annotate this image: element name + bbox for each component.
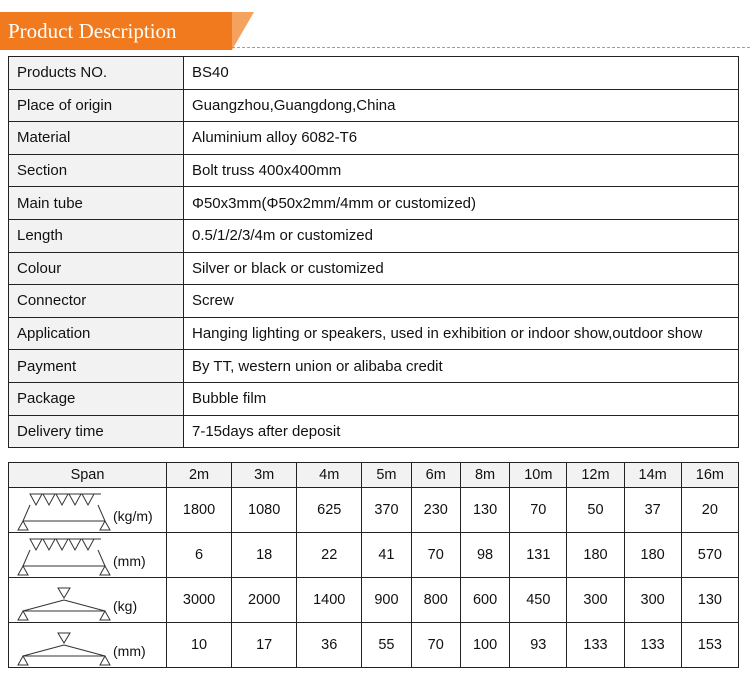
spec-label: Colour (9, 252, 184, 285)
load-row (9, 488, 739, 533)
spec-label: Length (9, 219, 184, 252)
load-value: 131 (510, 533, 567, 578)
spec-row (9, 154, 739, 187)
load-value: 70 (510, 488, 567, 533)
load-diagram-cell (9, 623, 167, 668)
spec-label: Package (9, 382, 184, 415)
spec-value: Φ50x3mm(Φ50x2mm/4mm or customized) (184, 187, 739, 220)
load-value: 570 (681, 533, 738, 578)
spec-row (9, 122, 739, 155)
spec-label: Products NO. (9, 57, 184, 90)
spec-value: Silver or black or customized (184, 252, 739, 285)
load-diagram-cell (9, 578, 167, 623)
spec-value: Guangzhou,Guangdong,China (184, 89, 739, 122)
load-value: 1080 (232, 488, 297, 533)
load-value: 133 (624, 623, 681, 668)
load-value: 50 (567, 488, 624, 533)
spec-label: Delivery time (9, 415, 184, 448)
spec-value: BS40 (184, 57, 739, 90)
span-column-header: 12m (567, 463, 624, 488)
span-column-header: 6m (411, 463, 460, 488)
span-column-header: 14m (624, 463, 681, 488)
load-value: 41 (362, 533, 411, 578)
load-unit: (kg/m) (113, 508, 153, 524)
spec-label: Connector (9, 285, 184, 318)
load-value: 800 (411, 578, 460, 623)
dashed-divider (232, 47, 750, 48)
spec-label: Material (9, 122, 184, 155)
section-header (0, 0, 750, 56)
load-value: 1400 (297, 578, 362, 623)
load-unit: (mm) (113, 553, 146, 569)
load-unit: (kg) (113, 598, 138, 614)
spec-label: Application (9, 317, 184, 350)
spec-table (8, 56, 739, 448)
load-row (9, 533, 739, 578)
span-column-header: 3m (232, 463, 297, 488)
load-value: 153 (681, 623, 738, 668)
spec-row (9, 382, 739, 415)
spec-row (9, 350, 739, 383)
load-row (9, 623, 739, 668)
span-column-header: 2m (167, 463, 232, 488)
span-header: Span (9, 463, 167, 488)
load-value: 130 (460, 488, 509, 533)
spec-value: Aluminium alloy 6082-T6 (184, 122, 739, 155)
load-value: 3000 (167, 578, 232, 623)
load-value: 130 (681, 578, 738, 623)
load-value: 180 (624, 533, 681, 578)
spec-value: Bolt truss 400x400mm (184, 154, 739, 187)
load-value: 370 (362, 488, 411, 533)
spec-value: 7-15days after deposit (184, 415, 739, 448)
spec-row (9, 57, 739, 90)
load-unit: (mm) (113, 643, 146, 659)
spec-value: 0.5/1/2/3/4m or customized (184, 219, 739, 252)
load-value: 230 (411, 488, 460, 533)
load-value: 600 (460, 578, 509, 623)
spec-row (9, 187, 739, 220)
spec-row (9, 317, 739, 350)
spec-value: Screw (184, 285, 739, 318)
load-value: 93 (510, 623, 567, 668)
span-column-header: 8m (460, 463, 509, 488)
spec-row (9, 219, 739, 252)
load-value: 70 (411, 533, 460, 578)
load-row (9, 578, 739, 623)
load-diagram-cell (9, 488, 167, 533)
span-column-header: 4m (297, 463, 362, 488)
spec-row (9, 252, 739, 285)
load-value: 900 (362, 578, 411, 623)
load-value: 180 (567, 533, 624, 578)
load-value: 6 (167, 533, 232, 578)
load-value: 625 (297, 488, 362, 533)
spec-label: Section (9, 154, 184, 187)
span-column-header: 16m (681, 463, 738, 488)
span-column-header: 5m (362, 463, 411, 488)
spec-value: Hanging lighting or speakers, used in exhibition or indoor show,outdoor show (184, 317, 739, 350)
spec-value: By TT, western union or alibaba credit (184, 350, 739, 383)
spec-label: Place of origin (9, 89, 184, 122)
section-title: Product Description (0, 12, 232, 50)
center-point-load-icon (9, 578, 166, 622)
tab-fold-decoration (232, 12, 254, 50)
load-value: 100 (460, 623, 509, 668)
load-value: 10 (167, 623, 232, 668)
load-value: 18 (232, 533, 297, 578)
load-value: 450 (510, 578, 567, 623)
load-value: 36 (297, 623, 362, 668)
load-value: 98 (460, 533, 509, 578)
load-value: 133 (567, 623, 624, 668)
load-value: 22 (297, 533, 362, 578)
spec-value: Bubble film (184, 382, 739, 415)
load-value: 17 (232, 623, 297, 668)
load-value: 70 (411, 623, 460, 668)
load-table-header-row (9, 463, 739, 488)
load-table (8, 462, 739, 668)
span-column-header: 10m (510, 463, 567, 488)
load-value: 300 (624, 578, 681, 623)
spec-row (9, 415, 739, 448)
spec-row (9, 285, 739, 318)
load-value: 1800 (167, 488, 232, 533)
load-value: 55 (362, 623, 411, 668)
load-value: 37 (624, 488, 681, 533)
load-value: 300 (567, 578, 624, 623)
load-value: 20 (681, 488, 738, 533)
spec-label: Payment (9, 350, 184, 383)
spec-label: Main tube (9, 187, 184, 220)
load-value: 2000 (232, 578, 297, 623)
load-diagram-cell (9, 533, 167, 578)
spec-row (9, 89, 739, 122)
